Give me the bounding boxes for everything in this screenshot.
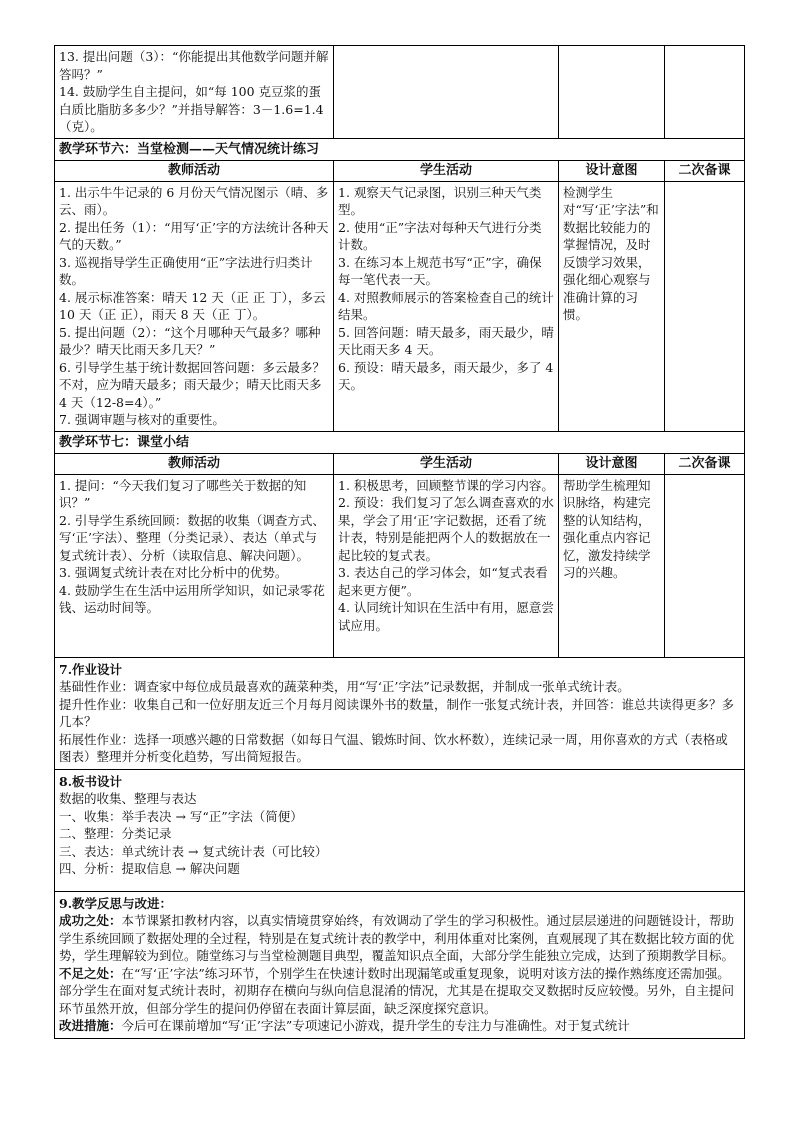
design-intent: 帮助学生梳理知识脉络，构建完整的认知结构，强化重点内容记忆，激发持续学习的兴趣。 — [559, 474, 665, 657]
col-header-notes: 二次备课 — [665, 161, 745, 182]
notes-cont — [665, 46, 745, 139]
teacher-step: 14. 鼓励学生自主提问，如“每 100 克豆浆的蛋白质比脂肪多多少？”并指导解答：3－1.6=1.4（克）。 — [59, 84, 324, 134]
second-prep — [665, 474, 745, 657]
student-activity-cont — [334, 46, 559, 139]
success-label: 成功之处： — [59, 913, 122, 928]
board-title: 8.板书设计 — [59, 773, 123, 789]
teacher-step: 2. 提出任务（1）：“用写‘正’字的方法统计各种天气的天数。” — [59, 219, 329, 252]
teacher-activity — [55, 474, 334, 657]
teacher-step: 1. 提问：“今天我们复习了哪些关于数据的知识？” — [59, 477, 307, 510]
reflection-section — [55, 891, 745, 1038]
homework-section — [55, 657, 745, 769]
student-step: 6. 预设：晴天最多，雨天最少，多了 4 天。 — [338, 359, 554, 392]
teacher-step: 4. 展示标准答案：晴天 12 天（正 正 丁），多云 10 天（正 正），雨天 8 天（正 丁）。 — [59, 289, 326, 322]
student-step: 3. 在练习本上规范书写“正”字，确保每一笔代表一天。 — [338, 254, 542, 287]
col-header-intent: 设计意图 — [559, 454, 665, 475]
homework-item: 基础性作业：调查家中每位成员最喜欢的蔬菜种类，用“写‘正’字法”记录数据，并制成一张单式统计表。 — [59, 679, 630, 694]
board-line: 数据的收集、整理与表达 — [59, 791, 197, 806]
teacher-step: 3. 巡视指导学生正确使用“正”字法进行归类计数。 — [59, 254, 313, 287]
student-step: 5. 回答问题：晴天最多，雨天最少，晴天比雨天多 4 天。 — [338, 324, 554, 357]
teacher-step: 13. 提出问题（3）：“你能提出其他数学问题并解答吗？” — [59, 49, 329, 82]
section-title: 教学环节七：课堂小结 — [55, 431, 745, 454]
improve-text: 今后可在课前增加“写‘正’字法”专项速记小游戏，提升学生的专注力与准确性。对于复式统计 — [121, 1018, 630, 1033]
teacher-activity — [55, 181, 334, 431]
teacher-step: 5. 提出问题（2）：“这个月哪种天气最多？哪种最少？晴天比雨天多几天？” — [59, 324, 321, 357]
col-header-intent: 设计意图 — [559, 161, 665, 182]
success-text: 本节课紧扣教材内容，以真实情境贯穿始终，有效调动了学生的学习积极性。通过层层递进的问题链设计，帮助学生系统回顾了数据处理的全过程，特别是在复式统计表的教学中，利用体重对比案例，直观展现了其在数据比较方面的优势，学生理解较为到位。随堂练习与当堂检测题目典型，覆盖知识点全面，大部分学生能独立完成，达到了预期教学目标。 — [59, 913, 735, 963]
col-header-teacher: 教师活动 — [55, 454, 334, 475]
student-activity — [334, 474, 559, 657]
teacher-step: 3. 强调复式统计表在对比分析中的优势。 — [59, 565, 288, 580]
lesson-plan-table — [54, 45, 745, 1039]
teacher-step: 4. 鼓励学生在生活中运用所学知识，如记录零花钱、运动时间等。 — [59, 582, 325, 615]
teacher-activity-cont — [55, 46, 334, 139]
board-line: 二、整理：分类记录 — [59, 826, 172, 841]
col-header-student: 学生活动 — [334, 161, 559, 182]
design-intent: 检测学生对“写‘正’字法”和数据比较能力的掌握情况，及时反馈学习效果，强化细心观察与准确计算的习惯。 — [559, 181, 665, 431]
student-step: 4. 认同统计知识在生活中有用，愿意尝试应用。 — [338, 600, 554, 633]
intent-cont — [559, 46, 665, 139]
col-header-notes: 二次备课 — [665, 454, 745, 475]
reflection-success — [59, 912, 740, 965]
board-line: 四、分析：提取信息 → 解决问题 — [59, 861, 240, 876]
weak-label: 不足之处： — [59, 965, 122, 981]
student-step: 1. 观察天气记录图，识别三种天气类型。 — [338, 184, 542, 217]
col-header-teacher: 教师活动 — [55, 161, 334, 182]
homework-item: 拓展性作业：选择一项感兴趣的日常数据（如每日气温、锻炼时间、饮水杯数），连续记录一周，用你喜欢的方式（表格或图表）整理并分析变化趋势，写出简短报告。 — [59, 731, 728, 764]
board-line: 一、收集：举手表决 → 写“正”字法（简便） — [59, 808, 303, 824]
improve-label: 改进措施： — [59, 1018, 122, 1033]
student-step: 3. 表达自己的学习体会，如“复式表看起来更方便”。 — [338, 565, 548, 598]
section-title: 教学环节六：当堂检测——天气情况统计练习 — [55, 138, 745, 161]
reflection-improve — [59, 1017, 740, 1035]
teacher-step: 6. 引导学生基于统计数据回答问题：多云最多？不对，应为晴天最多；雨天最少；晴天比雨天多 4 天（12-8=4）。” — [59, 359, 325, 410]
teacher-step: 1. 出示牛牛记录的 6 月份天气情况图示（晴、多云、雨）。 — [59, 184, 329, 217]
board-section — [55, 769, 745, 891]
weak-text: 在“写‘正’字法”练习环节，个别学生在快速计数时出现漏笔或重复现象，说明对该方法的操作熟练度还需加强。部分学生在面对复式统计表时，初期存在横向与纵向信息混淆的情况，尤其是在提取交叉数据时反应较慢。另外，自主提问环节虽然开放，但部分学生的提问仍停留在表面计算层面，缺乏深度探究意识。 — [59, 965, 735, 1016]
teacher-step: 7. 强调审题与核对的重要性。 — [59, 412, 225, 427]
student-step: 2. 预设：我们复习了怎么调查喜欢的水果，学会了用‘正’字记数据，还看了统计表，特别是能把两个人的数据放在一起比较的复式表。 — [338, 495, 554, 563]
second-prep — [665, 181, 745, 431]
homework-title: 7.作业设计 — [59, 661, 123, 677]
board-line: 三、表达：单式统计表 → 复式统计表（可比较） — [59, 843, 328, 859]
reflection-title: 9.教学反思与改进： — [59, 895, 173, 911]
lesson-plan-sheet — [54, 45, 744, 1039]
homework-item: 提升性作业：收集自己和一位好朋友近三个月每月阅读课外书的数量，制作一张复式统计表，并回答：谁总共读得更多？多几本？ — [59, 696, 735, 729]
teacher-step: 2. 引导学生系统回顾：数据的收集（调查方式、写‘正’字法）、整理（分类记录）、表达（单式与复式统计表）、分析（读取信息、解决问题）。 — [59, 512, 325, 563]
student-step: 2. 使用“正”字法对每种天气进行分类计数。 — [338, 219, 542, 252]
reflection-weak — [59, 965, 740, 1018]
col-header-student: 学生活动 — [334, 454, 559, 475]
student-activity — [334, 181, 559, 431]
student-step: 1. 积极思考，回顾整节课的学习内容。 — [338, 477, 554, 493]
student-step: 4. 对照教师展示的答案检查自己的统计结果。 — [338, 289, 554, 322]
